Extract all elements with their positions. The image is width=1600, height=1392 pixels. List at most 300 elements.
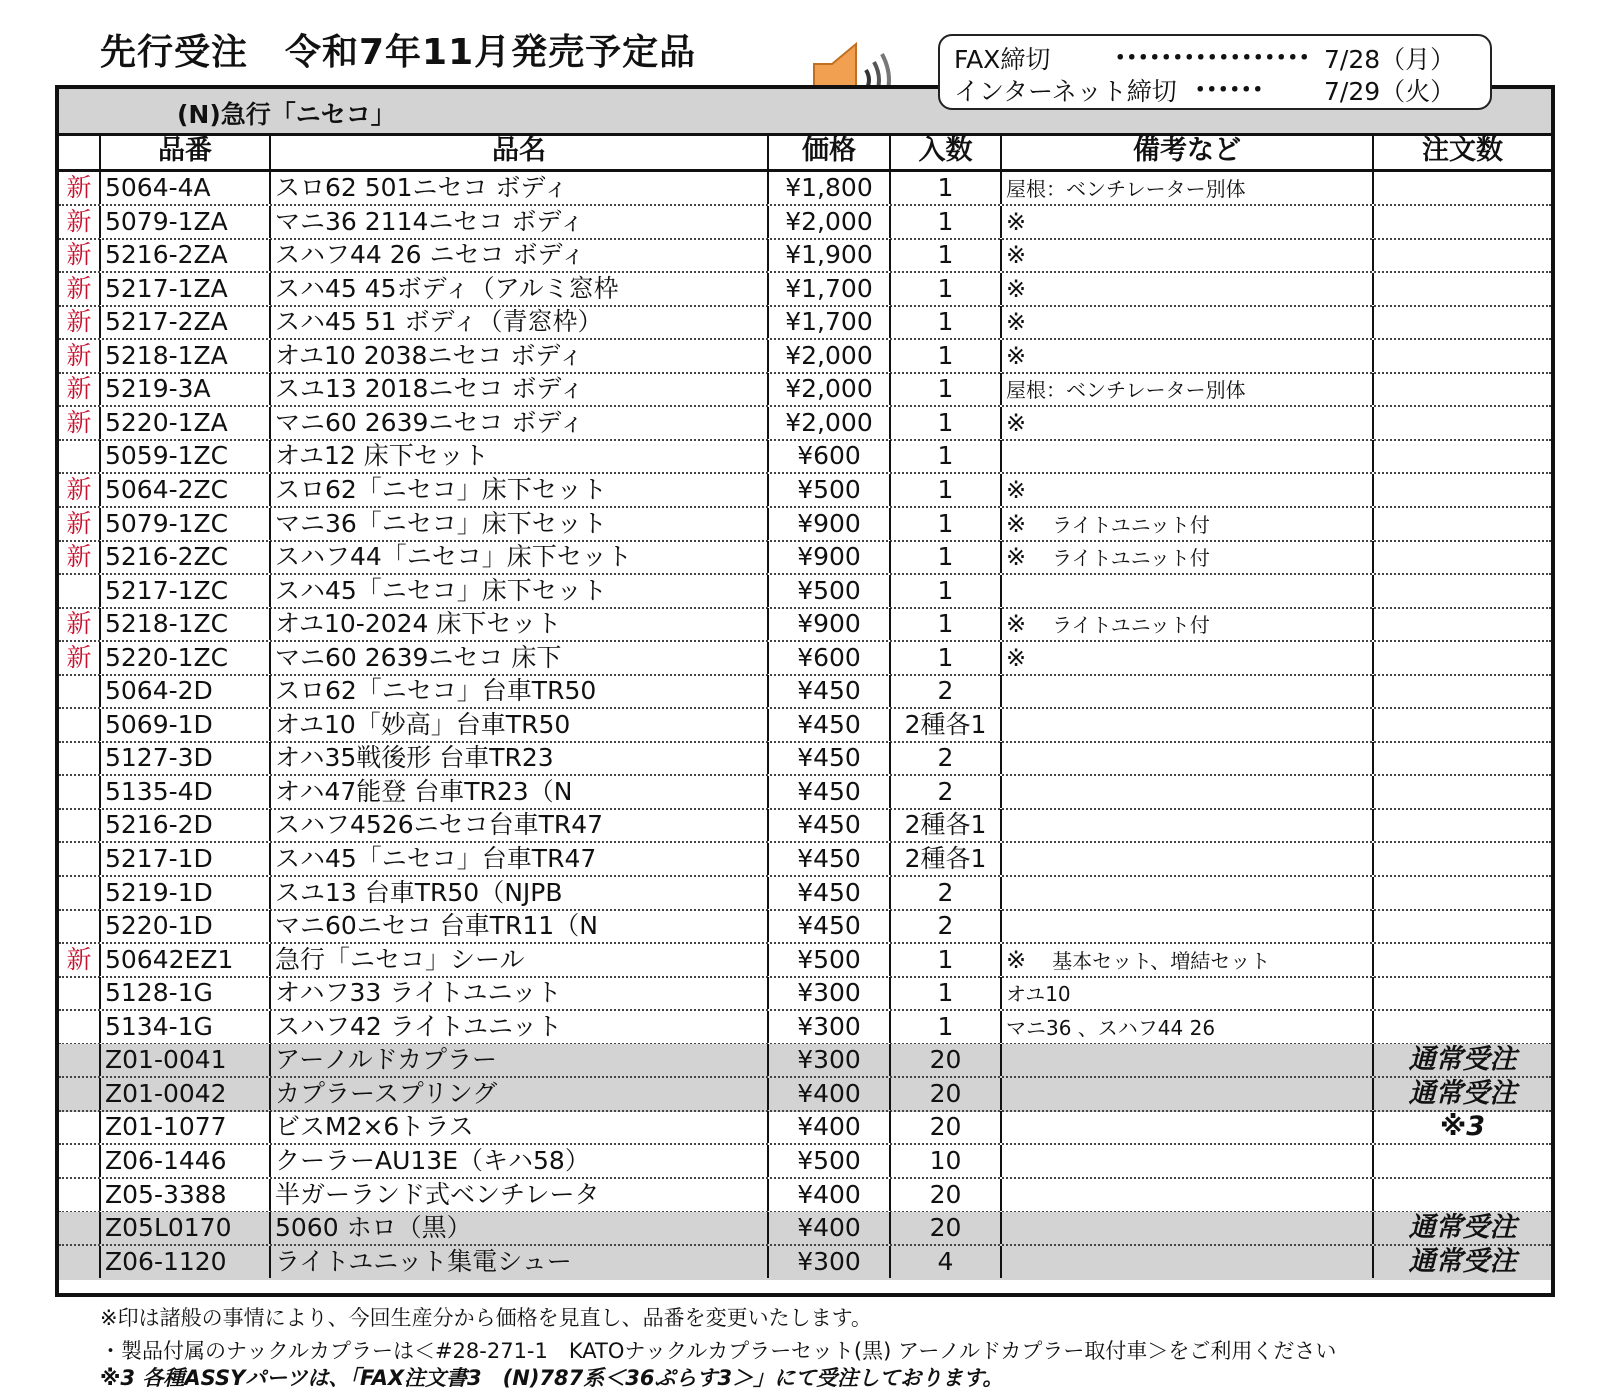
product-code: 5059-1ZC [99,440,269,472]
table-row [59,407,1551,441]
note-mark: ※ [1006,341,1027,370]
product-code: 5217-2ZA [99,306,269,338]
note-mark: ※ [1006,408,1027,437]
product-code: 5217-1ZC [99,575,269,607]
product-note [1000,1111,1372,1143]
product-qty: 1 [889,273,1000,305]
product-note [1000,910,1372,942]
product-price: ¥450 [767,742,889,774]
page-title: 先行受注 令和7年11月発売予定品 [100,32,697,73]
product-code: 5064-2ZC [99,474,269,506]
new-flag [59,1011,99,1043]
product-name: アーノルドカプラー [269,1044,767,1076]
note-mark: ※ [1006,207,1027,236]
header-order: 注文数 [1372,133,1551,169]
order-quantity-cell[interactable] [1372,407,1551,439]
product-price: ¥450 [767,809,889,841]
product-note [1000,1145,1372,1177]
order-quantity-cell[interactable] [1372,977,1551,1009]
product-price: ¥500 [767,575,889,607]
product-code: Z01-0041 [99,1044,269,1076]
order-quantity-cell[interactable] [1372,877,1551,909]
product-qty: 1 [889,1011,1000,1043]
product-code: 5217-1ZA [99,273,269,305]
product-price: ¥450 [767,843,889,875]
product-price: ¥1,700 [767,306,889,338]
order-quantity-cell[interactable] [1372,843,1551,875]
product-price: ¥1,900 [767,239,889,271]
product-code: 5218-1ZA [99,340,269,372]
internet-deadline-leader: ･･････ [1194,75,1264,104]
product-price: ¥450 [767,776,889,808]
product-note [1000,709,1372,741]
new-flag: 新 [66,273,92,303]
order-quantity-cell[interactable] [1372,742,1551,774]
product-qty: 2種各1 [889,809,1000,841]
order-quantity-cell[interactable] [1372,440,1551,472]
note-text: ライトユニット付 [1052,613,1210,638]
product-name: オユ10-2024 床下セット [269,608,767,640]
product-price: ¥2,000 [767,206,889,238]
product-name: スハフ44「ニセコ」床下セット [269,541,767,573]
note-text: マニ36 、スハフ44 26 [1006,1015,1216,1040]
product-price: ¥450 [767,709,889,741]
product-qty: 1 [889,944,1000,976]
internet-deadline [954,72,1480,104]
note-mark: ※ [1006,945,1027,974]
product-name: スユ13 2018ニセコ ボディ [269,373,767,405]
product-name: オユ10「妙高」台車TR50 [269,709,767,741]
product-name: オハフ33 ライトユニット [269,977,767,1009]
product-name: カプラースプリング [269,1078,767,1110]
order-quantity-cell[interactable] [1372,642,1551,674]
product-code: Z06-1446 [99,1145,269,1177]
product-name: 半ガーランド式ベンチレータ [269,1179,767,1211]
new-flag [59,709,99,741]
note-text: 屋根：ベンチレーター別体 [1006,177,1246,201]
product-name: ビスM2×6トラス [269,1111,767,1143]
product-price: ¥900 [767,541,889,573]
product-code: 5064-2D [99,675,269,707]
order-quantity-cell[interactable] [1372,508,1551,540]
table-row [59,742,1551,776]
product-name: マニ36「ニセコ」床下セット [269,508,767,540]
product-price: ¥450 [767,675,889,707]
product-note [1000,273,1372,305]
order-quantity-cell[interactable] [1372,575,1551,607]
product-qty: 2 [889,877,1000,909]
new-flag [59,742,99,774]
product-qty: 2 [889,910,1000,942]
product-note [1000,440,1372,472]
product-note [1000,575,1372,607]
product-code: 5069-1D [99,709,269,741]
product-name: スハ45 51 ボディ（青窓枠） [269,306,767,338]
table-row [59,474,1551,508]
product-name: スハ45「ニセコ」台車TR47 [269,843,767,875]
product-code: Z05-3388 [99,1179,269,1211]
product-note [1000,1212,1372,1244]
table-row [59,172,1551,206]
product-price: ¥300 [767,1011,889,1043]
product-note [1000,843,1372,875]
product-code: 5064-4A [99,172,269,204]
product-qty: 2 [889,675,1000,707]
table-row [59,1078,1551,1112]
product-qty: 1 [889,206,1000,238]
table-row [59,306,1551,340]
footer-note-2: ・製品付属のナックルカプラーは＜#28-271-1 KATOナックルカプラーセット(黒) アーノルドカプラー取付車＞をご利用ください [100,1339,1337,1363]
product-note [1000,776,1372,808]
new-flag: 新 [66,407,92,437]
new-flag: 新 [66,642,92,672]
fax-deadline-date: 7/28（月） [1324,45,1456,74]
new-flag [59,776,99,808]
header-name: 品名 [269,133,767,169]
product-qty: 1 [889,340,1000,372]
table-row [59,944,1551,978]
new-flag [59,877,99,909]
product-name: 急行「ニセコ」シール [269,944,767,976]
new-flag [59,1078,99,1110]
product-price: ¥2,000 [767,407,889,439]
internet-deadline-label: インターネット締切 [954,77,1177,106]
new-flag [59,809,99,841]
new-flag: 新 [66,474,92,504]
product-price: ¥400 [767,1078,889,1110]
table-row [59,575,1551,609]
new-flag [59,575,99,607]
table-row [59,809,1551,843]
order-quantity-cell[interactable] [1372,608,1551,640]
new-flag: 新 [66,374,92,404]
order-quantity-cell[interactable] [1372,675,1551,707]
product-qty: 1 [889,977,1000,1009]
product-code: Z05L0170 [99,1212,269,1244]
new-flag [59,843,99,875]
order-quantity-cell[interactable] [1372,1179,1551,1211]
product-price: ¥900 [767,608,889,640]
product-name: マニ60 2639ニセコ ボディ [269,407,767,439]
table-row [59,1145,1551,1179]
product-note [1000,675,1372,707]
table-row [59,977,1551,1011]
product-qty: 2 [889,776,1000,808]
note-mark: ※ [1006,274,1027,303]
product-code: 5134-1G [99,1011,269,1043]
product-code: 5220-1D [99,910,269,942]
product-code: 5218-1ZC [99,608,269,640]
table-row [59,1044,1551,1078]
product-note [1000,1044,1372,1076]
product-note [1000,977,1372,1009]
product-name: クーラーAU13E（キハ58） [269,1145,767,1177]
order-quantity-cell[interactable]: ※3 [1372,1111,1551,1143]
order-quantity-cell[interactable] [1372,709,1551,741]
order-quantity-cell[interactable]: 通常受注 [1372,1246,1551,1278]
order-quantity-cell[interactable] [1372,944,1551,976]
product-name: オユ10 2038ニセコ ボディ [269,340,767,372]
order-quantity-cell[interactable] [1372,1011,1551,1043]
table-row [59,877,1551,911]
product-note [1000,239,1372,271]
order-quantity-cell[interactable] [1372,273,1551,305]
new-flag [59,910,99,942]
fax-deadline-leader: ･････････････････ [1114,43,1310,72]
new-flag [59,1111,99,1143]
product-price: ¥900 [767,508,889,540]
new-flag: 新 [66,340,92,370]
product-name: スユ13 台車TR50（NJPB [269,877,767,909]
product-price: ¥2,000 [767,340,889,372]
footer-note-3: ※3 各種ASSYパーツは、「FAX注文書3 (N)787系＜36ぷらす3＞」にて受注しております。 [100,1366,1004,1390]
note-text: 基本セット、増結セット [1052,948,1271,973]
product-price: ¥500 [767,944,889,976]
table-row [59,1179,1551,1213]
product-code: 5220-1ZA [99,407,269,439]
series-name: (N)急行「ニセコ」 [177,100,396,129]
order-table [55,85,1555,1297]
order-quantity-cell[interactable] [1372,172,1551,204]
product-qty: 1 [889,541,1000,573]
product-qty: 20 [889,1111,1000,1143]
product-qty: 1 [889,239,1000,271]
table-row [59,508,1551,542]
new-flag [59,1246,99,1278]
fax-deadline [954,40,1480,72]
product-qty: 20 [889,1078,1000,1110]
table-row [59,541,1551,575]
order-quantity-cell[interactable] [1372,541,1551,573]
product-note [1000,306,1372,338]
order-quantity-cell[interactable] [1372,206,1551,238]
header-qty: 入数 [889,133,1000,169]
new-flag: 新 [66,542,92,572]
order-quantity-cell[interactable] [1372,340,1551,372]
table-row [59,340,1551,374]
product-price: ¥500 [767,474,889,506]
product-code: 50642EZ1 [99,944,269,976]
product-qty: 20 [889,1044,1000,1076]
product-code: 5079-1ZC [99,508,269,540]
table-row [59,273,1551,307]
new-flag [59,675,99,707]
product-note [1000,1179,1372,1211]
product-price: ¥1,700 [767,273,889,305]
table-body [59,172,1551,1293]
table-row [59,206,1551,240]
product-price: ¥2,000 [767,373,889,405]
product-qty: 1 [889,172,1000,204]
product-qty: 4 [889,1246,1000,1278]
product-code: Z01-1077 [99,1111,269,1143]
product-note [1000,642,1372,674]
product-note [1000,1011,1372,1043]
product-name: マニ60 2639ニセコ 床下 [269,642,767,674]
new-flag [59,1179,99,1211]
product-code: 5217-1D [99,843,269,875]
order-quantity-cell[interactable] [1372,776,1551,808]
header-code: 品番 [99,133,269,169]
product-name: スロ62「ニセコ」台車TR50 [269,675,767,707]
product-name: オユ12 床下セット [269,440,767,472]
product-note [1000,809,1372,841]
product-code: 5220-1ZC [99,642,269,674]
product-price: ¥400 [767,1212,889,1244]
product-code: Z01-0042 [99,1078,269,1110]
product-qty: 1 [889,306,1000,338]
note-text: ライトユニット付 [1052,512,1210,537]
product-qty: 1 [889,373,1000,405]
order-quantity-cell[interactable] [1372,306,1551,338]
product-note [1000,1246,1372,1278]
product-note [1000,340,1372,372]
table-row [59,1111,1551,1145]
table-row [59,642,1551,676]
product-note [1000,508,1372,540]
product-price: ¥300 [767,1044,889,1076]
product-name: スロ62「ニセコ」床下セット [269,474,767,506]
product-note [1000,944,1372,976]
order-quantity-cell[interactable] [1372,373,1551,405]
product-name: スハフ4526ニセコ台車TR47 [269,809,767,841]
product-price: ¥400 [767,1111,889,1143]
order-quantity-cell[interactable]: 通常受注 [1372,1044,1551,1076]
product-qty: 1 [889,575,1000,607]
product-price: ¥400 [767,1179,889,1211]
table-row [59,675,1551,709]
product-qty: 1 [889,608,1000,640]
product-note [1000,373,1372,405]
fax-deadline-label: FAX締切 [954,45,1051,74]
new-flag: 新 [66,944,92,974]
note-mark: ※ [1006,241,1027,270]
note-text: オユ10 [1006,982,1071,1007]
table-row [59,239,1551,273]
product-qty: 20 [889,1179,1000,1211]
note-mark: ※ [1006,543,1027,572]
product-code: 5216-2D [99,809,269,841]
product-price: ¥300 [767,977,889,1009]
table-row [59,608,1551,642]
note-mark: ※ [1006,643,1027,672]
new-flag [59,977,99,1009]
header-flag [59,133,99,169]
table-row [59,910,1551,944]
product-code: 5135-4D [99,776,269,808]
product-price: ¥600 [767,642,889,674]
product-note [1000,742,1372,774]
order-quantity-cell[interactable] [1372,474,1551,506]
product-code: 5079-1ZA [99,206,269,238]
new-flag [59,1212,99,1244]
internet-deadline-date: 7/29（火） [1324,77,1456,106]
order-quantity-cell[interactable] [1372,910,1551,942]
order-quantity-cell[interactable] [1372,239,1551,271]
new-flag: 新 [66,508,92,538]
table-row [59,1011,1551,1045]
product-name: オハ35戦後形 台車TR23 [269,742,767,774]
new-flag: 新 [66,609,92,639]
product-name: スハフ44 26 ニセコ ボディ [269,239,767,271]
new-flag [59,1044,99,1076]
product-name: マニ60ニセコ 台車TR11（N [269,910,767,942]
note-text: 屋根：ベンチレーター別体 [1006,378,1246,403]
order-quantity-cell[interactable]: 通常受注 [1372,1078,1551,1110]
product-price: ¥450 [767,910,889,942]
product-code: 5219-1D [99,877,269,909]
table-header [59,133,1551,172]
header-note: 備考など [1000,133,1372,169]
product-qty: 1 [889,407,1000,439]
header-price: 価格 [767,133,889,169]
product-note [1000,206,1372,238]
table-row [59,843,1551,877]
product-name: スハ45「ニセコ」床下セット [269,575,767,607]
table-row [59,709,1551,743]
table-row [59,440,1551,474]
new-flag [59,1145,99,1177]
product-name: ライトユニット集電シュー [269,1246,767,1278]
new-flag: 新 [66,240,92,270]
product-code: Z06-1120 [99,1246,269,1278]
product-note [1000,608,1372,640]
product-note [1000,474,1372,506]
product-price: ¥450 [767,877,889,909]
product-code: 5219-3A [99,373,269,405]
product-code: 5128-1G [99,977,269,1009]
product-name: スハフ42 ライトユニット [269,1011,767,1043]
product-note [1000,1078,1372,1110]
product-qty: 2種各1 [889,843,1000,875]
product-note [1000,407,1372,439]
product-name: マニ36 2114ニセコ ボディ [269,206,767,238]
product-code: 5216-2ZA [99,239,269,271]
product-code: 5127-3D [99,742,269,774]
table-row [59,1246,1551,1280]
table-row [59,776,1551,810]
product-note [1000,877,1372,909]
note-mark: ※ [1006,509,1027,538]
table-row [59,373,1551,407]
note-text: ライトユニット付 [1052,546,1210,571]
product-name: スロ62 501ニセコ ボディ [269,172,767,204]
product-price: ¥500 [767,1145,889,1177]
product-qty: 2 [889,742,1000,774]
product-note [1000,541,1372,573]
product-qty: 1 [889,508,1000,540]
note-mark: ※ [1006,308,1027,337]
product-name: 5060 ホロ（黒） [269,1212,767,1244]
product-qty: 20 [889,1212,1000,1244]
product-name: スハ45 45ボディ（アルミ窓枠 [269,273,767,305]
product-note [1000,172,1372,204]
product-qty: 2種各1 [889,709,1000,741]
product-code: 5216-2ZC [99,541,269,573]
table-row [59,1212,1551,1246]
product-price: ¥600 [767,440,889,472]
order-quantity-cell[interactable] [1372,809,1551,841]
product-price: ¥1,800 [767,172,889,204]
product-price: ¥300 [767,1246,889,1278]
order-quantity-cell[interactable]: 通常受注 [1372,1212,1551,1244]
product-qty: 1 [889,474,1000,506]
note-mark: ※ [1006,475,1027,504]
product-qty: 10 [889,1145,1000,1177]
product-name: オハ47能登 台車TR23（N [269,776,767,808]
new-flag: 新 [66,307,92,337]
order-quantity-cell[interactable] [1372,1145,1551,1177]
